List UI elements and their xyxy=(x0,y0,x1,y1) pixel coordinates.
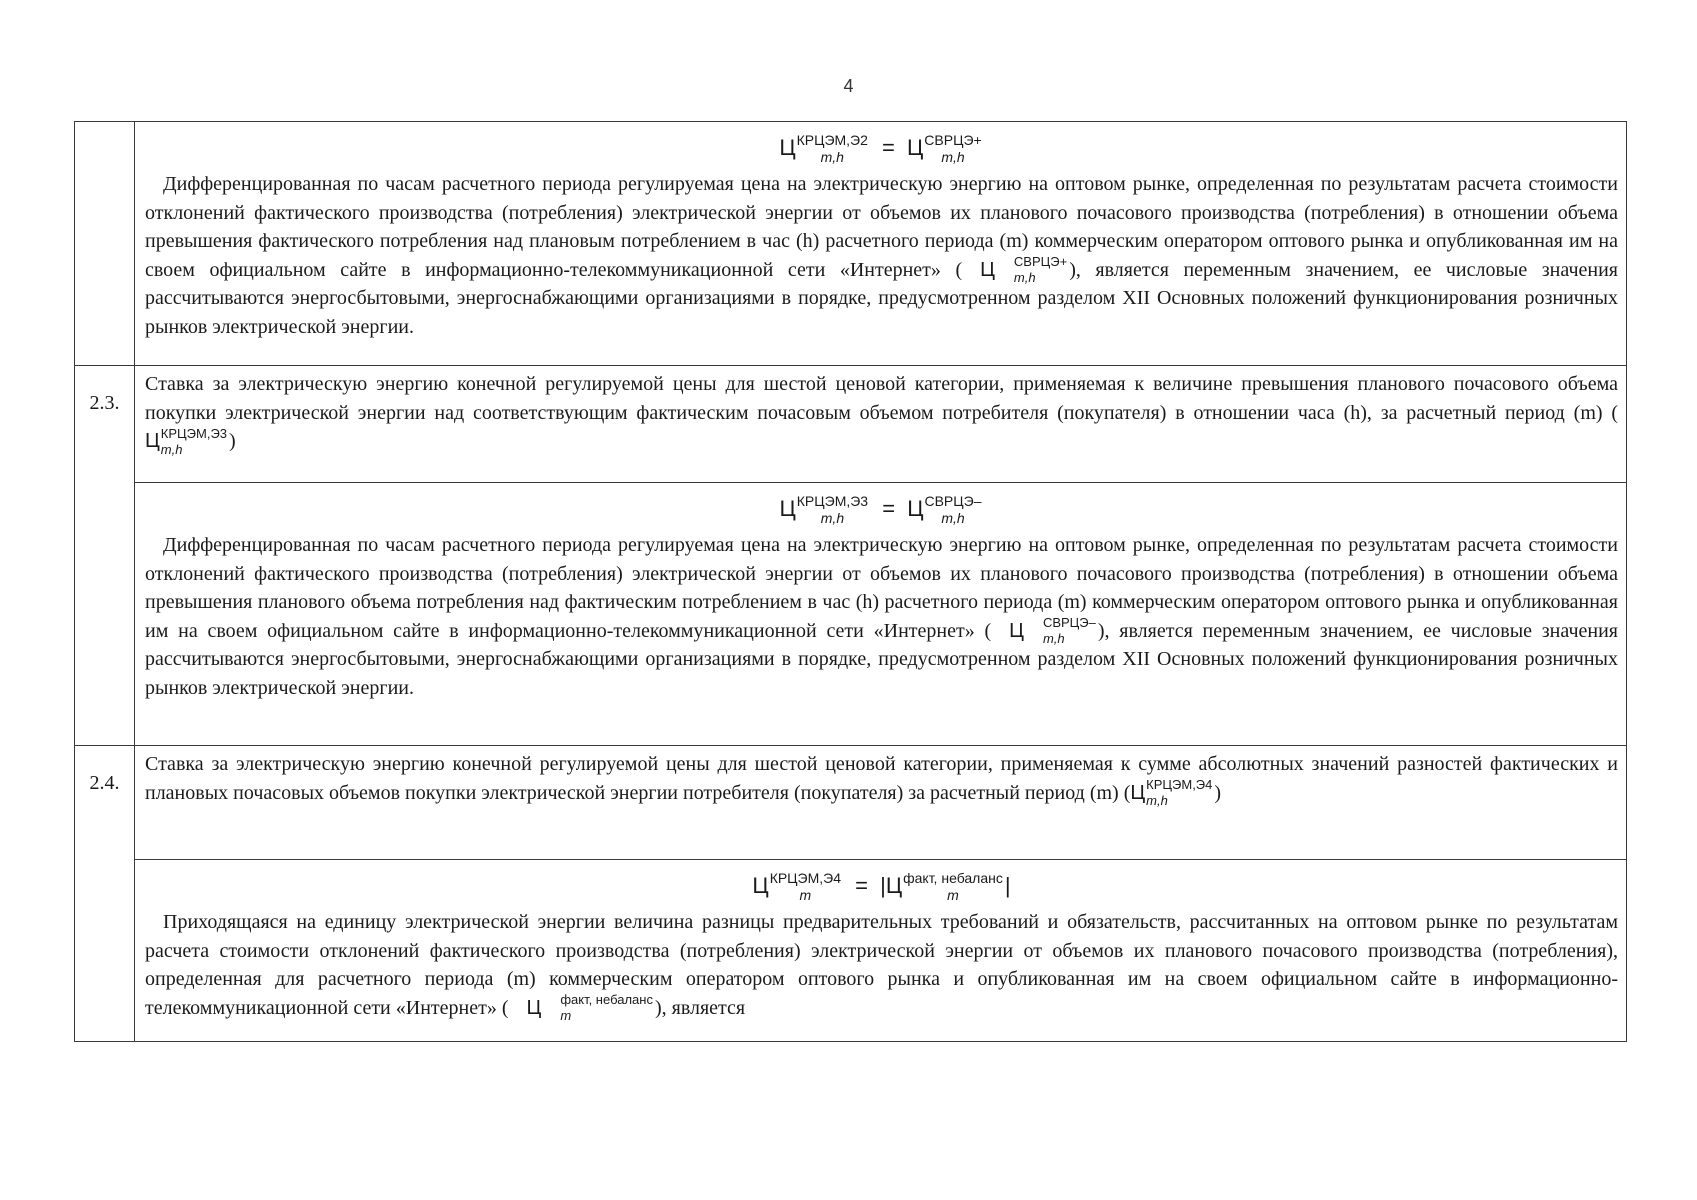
definition-paragraph: Дифференцированная по часам расчетного периода регулируемая цена на электрическую энергию на оптовом рынке, определенная по результатам расчета стоимости отклонений фактического производства (потребления) электрической энергии от объемов их планового почасового производства (потребления) в отношении объема превышения планового объема потребления над фактическим потреблением в час (h) расчетного периода (m) коммерческим оператором оптового рынка и опубликованная им на своем официальном сайте в информационно-телекоммуникационной сети «Интернет» ( Ц СВРЦЭ– m,h ), является переменным значением, ее числовые значения рассчитываются энергосбытовыми, энергоснабжающими организациями в порядке, предусмотренном разделом XII Основных положений функционирования розничных рынков электрической энергии. xyxy=(145,534,1618,699)
formula-e3: Ц КРЦЭМ,Э3 m,h = Ц СВРЦЭ– m,h xyxy=(779,493,982,527)
row-number-cell xyxy=(75,122,135,366)
content-cell xyxy=(135,483,1627,746)
table-row xyxy=(75,122,1627,366)
content-cell xyxy=(135,366,1627,483)
definition-paragraph: Приходящаяся на единицу электрической энергии величина разницы предварительных требований и обязательств, рассчитанных на оптовом рынке по результатам расчета стоимости отклонений фактического производства (потребления) электрической энергии от объемов их планового почасового производства (потребления), определенная для расчетного периода (m) коммерческим оператором оптового рынка и опубликованная им на своем официальном сайте в информационно-телекоммуникационной сети «Интернет» ( Ц факт, небаланс m ), является xyxy=(145,911,1618,1024)
table-row xyxy=(75,746,1627,860)
formula-e4: Ц КРЦЭМ,Э4 m = |Ц факт, небаланс m | xyxy=(752,870,1011,904)
table-row xyxy=(75,483,1627,746)
rate-description: Ставка за электрическую энергию конечной регулируемой цены для шестой ценовой категории, применяемая к величине превышения планового почасового объема покупки электрической энергии над соответствующим фактическим почасовым объемом потребителя (покупателя) в отношении часа (h), за расчетный период (m) (Ц КРЦЭМ,Э3 m,h ) xyxy=(145,373,1618,457)
table-row xyxy=(75,860,1627,1042)
tariff-table xyxy=(74,121,1627,1042)
content-cell xyxy=(135,746,1627,860)
row-number-cell: 2.4. xyxy=(75,746,135,1042)
row-number-cell: 2.3. xyxy=(75,366,135,746)
page-number: 4 xyxy=(843,76,854,96)
definition-paragraph: Дифференцированная по часам расчетного периода регулируемая цена на электрическую энергию на оптовом рынке, определенная по результатам расчета стоимости отклонений фактического производства (потребления) электрической энергии от объемов их планового почасового производства (потребления) в отношении объема превышения фактического потребления над плановым потреблением в час (h) расчетного периода (m) коммерческим оператором оптового рынка и опубликованная им на своем официальном сайте в информационно-телекоммуникационной сети «Интернет» ( Ц СВРЦЭ+ m,h ), является переменным значением, ее числовые значения рассчитываются энергосбытовыми, энергоснабжающими организациями в порядке, предусмотренном разделом XII Основных положений функционирования розничных рынков электрической энергии. xyxy=(145,173,1618,338)
table-row xyxy=(75,366,1627,483)
content-cell xyxy=(135,860,1627,1042)
content-cell xyxy=(135,122,1627,366)
formula-e2: Ц КРЦЭМ,Э2 m,h = Ц СВРЦЭ+ m,h xyxy=(779,132,982,166)
rate-description: Ставка за электрическую энергию конечной регулируемой цены для шестой ценовой категории, применяемая к сумме абсолютных значений разностей фактических и плановых почасовых объемов покупки электрической энергии потребителя (покупателя) за расчетный период (m) (Ц КРЦЭМ,Э4 m,h ) xyxy=(145,753,1618,809)
